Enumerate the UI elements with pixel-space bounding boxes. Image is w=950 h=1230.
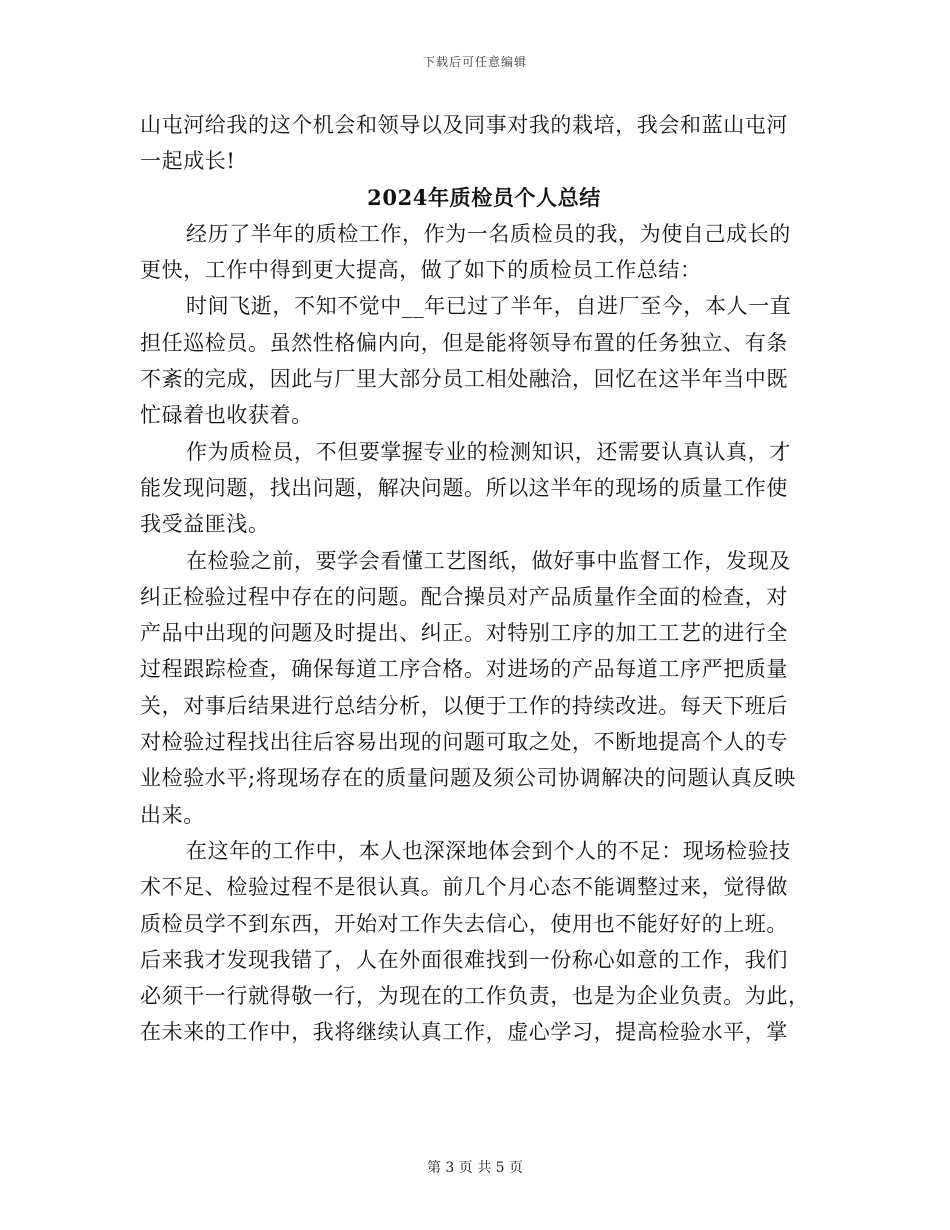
text-line: 术不足、检验过程不是很认真。前几个月心态不能调整过来，觉得做 (140, 875, 788, 900)
text-line: 山屯河给我的这个机会和领导以及同事对我的栽培，我会和蓝山屯河 (140, 113, 788, 137)
text-line: 关，对事后结果进行总结分析，以便于工作的持续改进。每天下班后 (140, 693, 788, 718)
page-number: 第 3 页 共 5 页 (426, 1160, 524, 1176)
text-line: 对检验过程找出往后容易出现的问题可取之处，不断地提高个人的专 (140, 730, 788, 755)
text-line: 业检验水平;将现场存在的质量问题及须公司协调解决的问题认真反映 (140, 766, 796, 791)
text-line: 产品中出现的问题及时提出、纠正。对特别工序的加工工艺的进行全 (140, 621, 788, 646)
section-title: 2024年质检员个人总结 (367, 184, 601, 210)
text-line: 必须干一行就得敬一行，为现在的工作负责，也是为企业负责。为此， (140, 984, 810, 1009)
paragraph-first-line: 作为质检员，不但要掌握专业的检测知识，还需要认真认真，才 (186, 439, 791, 464)
text-line: 纠正检验过程中存在的问题。配合操员对产品质量作全面的检查，对 (140, 584, 788, 609)
paragraph-first-line: 在这年的工作中，本人也深深地体会到个人的不足：现场检验技 (186, 838, 791, 863)
text-line: 后来我才发现我错了，人在外面很难找到一份称心如意的工作，我们 (140, 947, 788, 972)
text-line: 忙碌着也收获着。 (140, 403, 313, 428)
text-line: 质检员学不到东西，开始对工作失去信心，使用也不能好好的上班。 (140, 911, 788, 936)
document-body (140, 107, 810, 1051)
text-line: 出来。 (140, 802, 205, 827)
paragraph-first-line: 在检验之前，要学会看懂工艺图纸，做好事中监督工作，发现及 (186, 548, 791, 573)
text-line: 过程跟踪检查，确保每道工序合格。对进场的产品每道工序严把质量 (140, 657, 788, 682)
text-line: 更快，工作中得到更大提高，做了如下的质检员工作总结： (140, 258, 702, 283)
text-line: 担任巡检员。虽然性格偏内向，但是能将领导布置的任务独立、有条 (140, 330, 788, 355)
text-line: 一起成长! (140, 149, 236, 174)
text-line: 能发现问题，找出问题，解决问题。所以这半年的现场的质量工作使 (140, 475, 788, 500)
paragraph-first-line: 时间飞逝，不知不觉中__年已过了半年，自进厂至今，本人一直 (186, 294, 792, 319)
text-line: 在未来的工作中，我将继续认真工作，虚心学习，提高检验水平，掌 (140, 1020, 788, 1045)
text-line: 我受益匪浅。 (140, 512, 270, 537)
text-line: 不紊的完成，因此与厂里大部分员工相处融洽，回忆在这半年当中既 (140, 367, 788, 392)
page-header-note: 下载后可任意编辑 (422, 55, 527, 69)
paragraph-first-line: 经历了半年的质检工作，作为一名质检员的我，为使自己成长的 (186, 221, 791, 246)
